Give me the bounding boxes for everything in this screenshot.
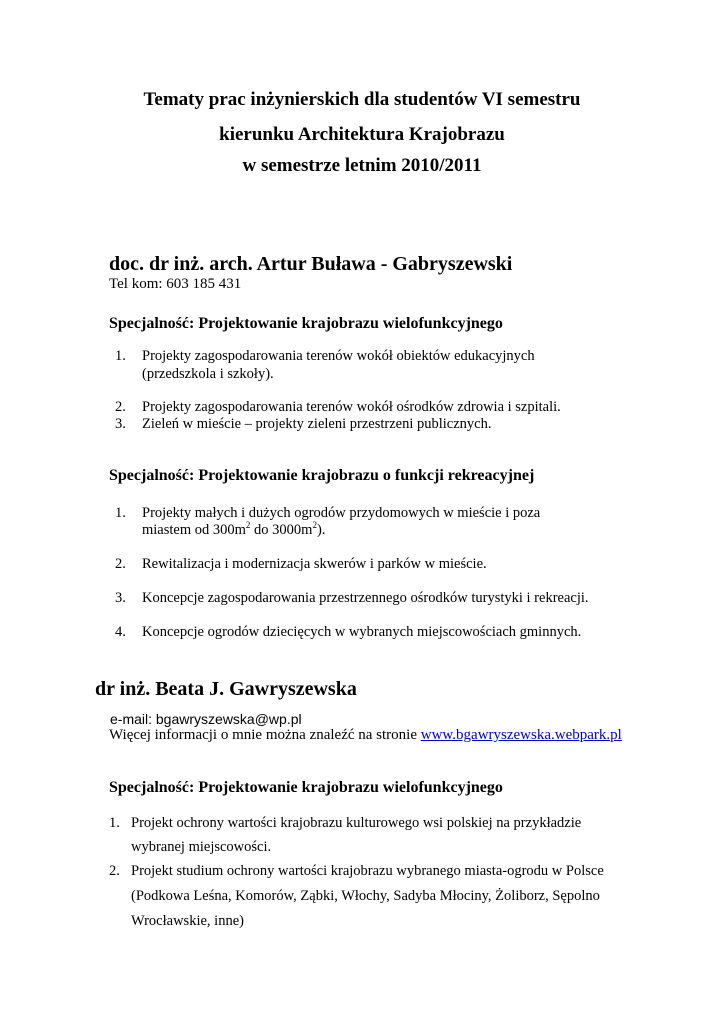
list-item-text: Projekty małych i dużych ogrodów przydomowych w mieście i poza [142,505,541,521]
list-item-number: 1. [115,348,126,364]
list-item-text: Zieleń w mieście – projekty zieleni przestrzeni publicznych. [142,416,492,432]
more-info-line: Więcej informacji o mnie można znaleźć na stronie www.bgawryszewska.webpark.pl [109,727,622,743]
list-item-number: 2. [115,556,126,572]
specialty-heading-3: Specjalność: Projektowanie krajobrazu wielofunkcyjnego [109,779,503,796]
list-item-text: Koncepcje ogrodów dziecięcych w wybranych miejscowościach gminnych. [142,624,582,640]
list-item-number: 1. [115,505,126,521]
supervisor-name-2: dr inż. Beata J. Gawryszewska [95,678,357,700]
list-item-text: Koncepcje zagospodarowania przestrzennego ośrodków turystyki i rekreacji. [142,590,589,606]
website-link[interactable]: www.bgawryszewska.webpark.pl [420,727,622,743]
document-title-line-1: Tematy prac inżynierskich dla studentów VI semestru [143,89,581,110]
list-item-text: Projekt ochrony wartości krajobrazu kulturowego wsi polskiej na przykładzie [131,815,582,831]
list-item-text: Projekt studium ochrony wartości krajobrazu wybranego miasta-ogrodu w Polsce [131,863,604,879]
supervisor-phone: Tel kom: 603 185 431 [109,276,242,292]
list-item-text: (przedszkola i szkoły). [142,366,274,382]
supervisor-name-1: doc. dr inż. arch. Artur Buława - Gabryszewski [109,253,513,275]
list-item-text: Projekty zagospodarowania terenów wokół obiektów edukacyjnych [142,348,535,364]
list-item-text: Projekty zagospodarowania terenów wokół ośrodków zdrowia i szpitali. [142,399,561,415]
list-item-text: (Podkowa Leśna, Komorów, Ząbki, Włochy, Sadyba Młociny, Żoliborz, Sępolno [131,888,600,904]
list-item-text: wybranej miejscowości. [131,839,272,855]
specialty-heading-2: Specjalność: Projektowanie krajobrazu o funkcji rekreacyjnej [109,467,535,484]
list-item-number: 1. [109,815,120,831]
list-item-number: 4. [115,624,126,640]
list-item-number: 3. [115,590,126,606]
specialty-heading-1: Specjalność: Projektowanie krajobrazu wielofunkcyjnego [109,315,503,332]
list-item-text: miastem od $300m^2$ do $3000m^2$). [142,520,326,538]
list-item-number: 2. [115,399,126,415]
list-item-number: 3. [115,416,126,432]
list-item-text: Wrocławskie, inne) [131,913,244,929]
list-item-text: Rewitalizacja i modernizacja skwerów i parków w mieście. [142,556,487,572]
document-title-line-3: w semestrze letnim 2010/2011 [242,155,482,176]
document-title-line-2: kierunku Architektura Krajobrazu [219,124,505,145]
list-item-number: 2. [109,863,120,879]
supervisor-email: e-mail: bgawryszewska@wp.pl [110,711,302,727]
